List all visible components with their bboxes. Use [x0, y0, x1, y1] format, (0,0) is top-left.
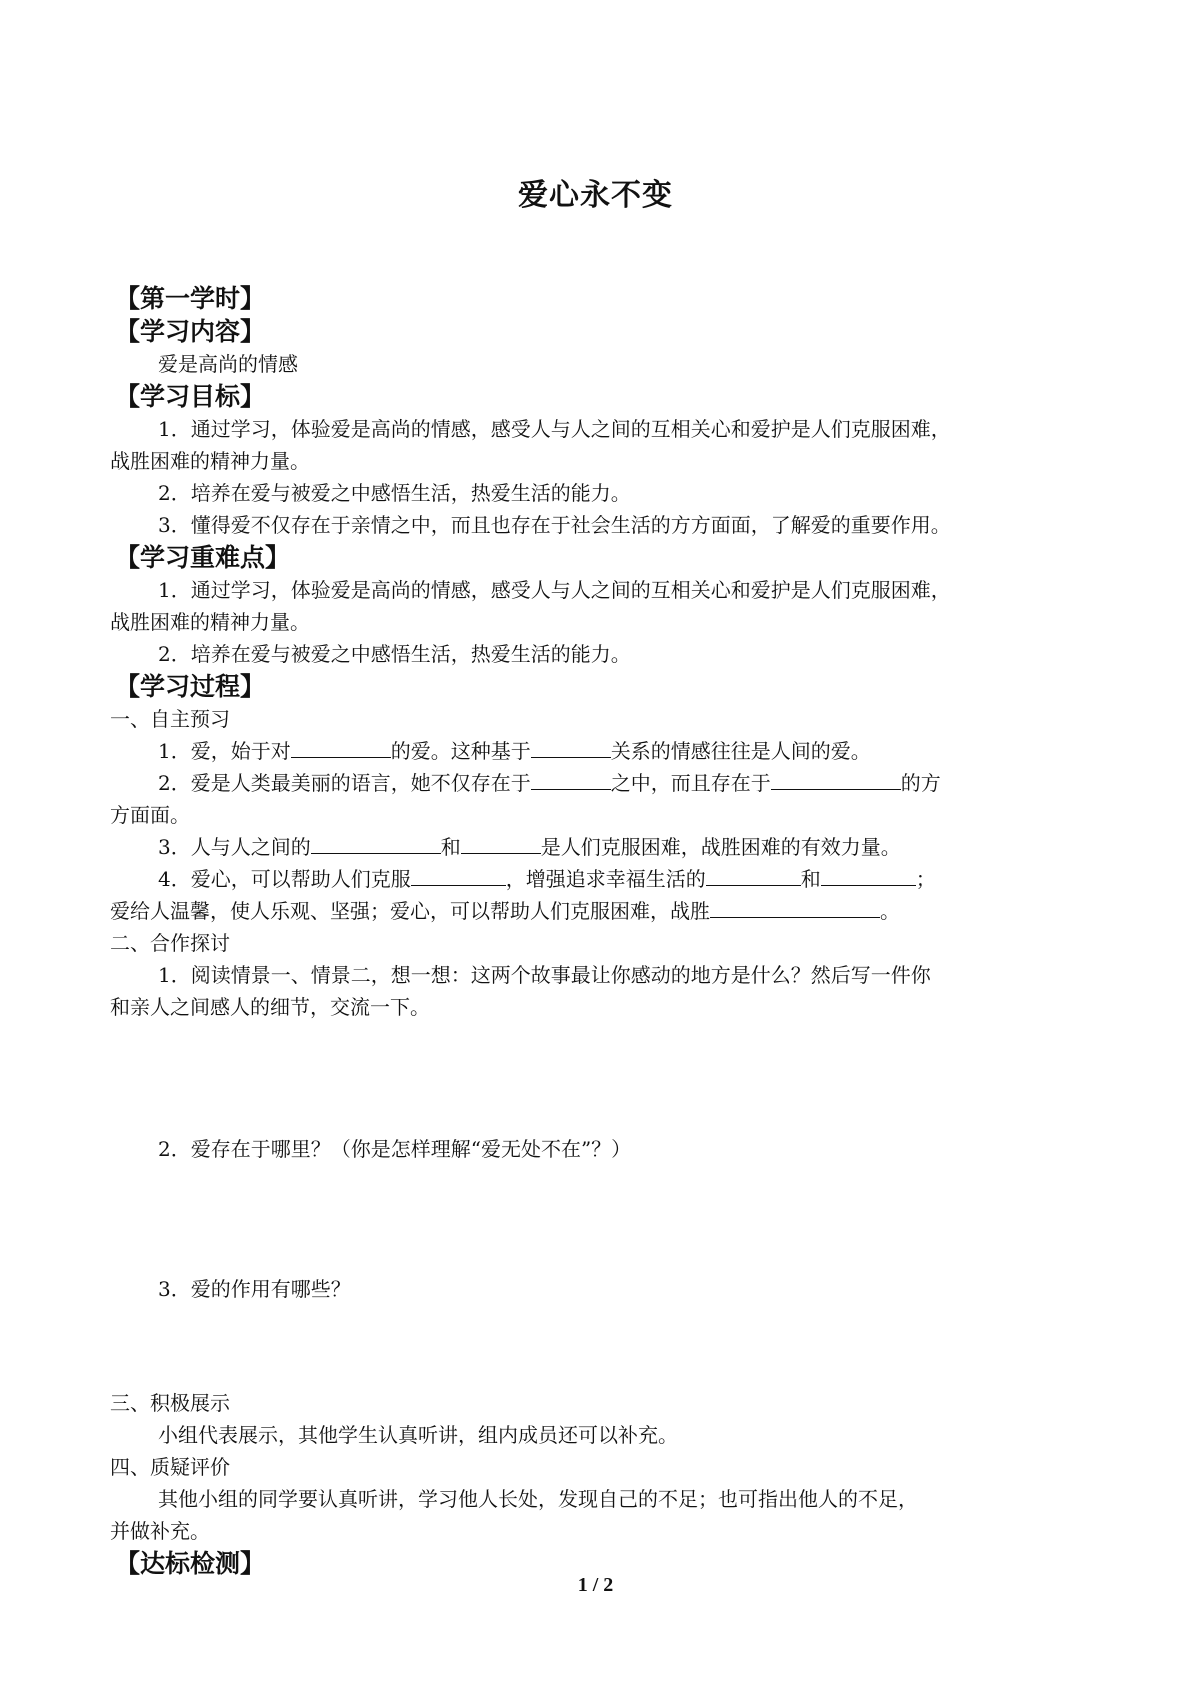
heading-assessment: 【达标检测】	[115, 1549, 266, 1578]
key-point-2: 2．培养在爱与被爱之中感悟生活，热爱生活的能力。	[158, 642, 631, 666]
fill-question-4-part-e: 爱给人温馨，使人乐观、坚强；爱心，可以帮助人们克服困难，战胜	[110, 899, 710, 923]
fill-question-2	[110, 767, 1105, 799]
answer-blank[interactable]	[821, 863, 916, 886]
page-title: 爱心永不变	[518, 178, 673, 213]
fill-question-2-part-b: 之中，而且存在于	[610, 771, 771, 795]
fill-question-4-part-d: ；	[915, 867, 936, 891]
heading-learning-process: 【学习过程】	[115, 672, 266, 701]
fill-question-3-part-c: 是人们克服困难，战胜困难的有效力量。	[540, 835, 901, 859]
fill-question-4-continued	[110, 895, 1105, 927]
heading-learning-goals: 【学习目标】	[115, 382, 266, 411]
heading-learning-content: 【学习内容】	[115, 317, 266, 346]
answer-blank[interactable]	[531, 767, 611, 790]
discussion-question-3: 3．爱的作用有哪些？	[158, 1277, 351, 1301]
answer-blank[interactable]	[461, 831, 541, 854]
answer-space	[110, 1165, 1105, 1273]
discussion-question-1-line-1: 1．阅读情景一、情景二，想一想：这两个故事最让你感动的地方是什么？然后写一件你	[158, 963, 931, 987]
fill-question-3-part-b: 和	[440, 835, 461, 859]
fill-question-1-part-c: 关系的情感往往是人间的爱。	[610, 739, 871, 763]
section-evaluation-title: 四、质疑评价	[110, 1455, 230, 1479]
fill-question-1-part-a: 1．爱，始于对	[158, 739, 291, 763]
answer-blank[interactable]	[706, 863, 801, 886]
page-number: 1 / 2	[577, 1574, 614, 1596]
fill-question-1-part-b: 的爱。这种基于	[390, 739, 531, 763]
evaluation-text-line-1: 其他小组的同学要认真听讲，学习他人长处，发现自己的不足；也可指出他人的不足，	[158, 1487, 918, 1511]
goal-1-line-2: 战胜困难的精神力量。	[110, 449, 310, 473]
fill-question-4	[110, 863, 1105, 895]
fill-question-4-part-a: 4．爱心，可以帮助人们克服	[158, 867, 411, 891]
answer-blank[interactable]	[710, 895, 880, 918]
section-presentation-title: 三、积极展示	[110, 1391, 230, 1415]
goal-2: 2．培养在爱与被爱之中感悟生活，热爱生活的能力。	[158, 481, 631, 505]
fill-question-1	[110, 735, 1105, 767]
document-body	[110, 282, 1105, 1580]
heading-key-points: 【学习重难点】	[115, 543, 291, 572]
fill-question-4-part-c: 和	[800, 867, 821, 891]
fill-question-4-part-f: 。	[880, 899, 900, 923]
answer-blank[interactable]	[291, 735, 391, 758]
fill-question-2-continued: 方面面。	[110, 803, 190, 827]
fill-question-4-part-b: ，增强追求幸福生活的	[505, 867, 706, 891]
fill-question-2-part-a: 2．爱是人类最美丽的语言，她不仅存在于	[158, 771, 531, 795]
section-self-study-title: 一、自主预习	[110, 707, 230, 731]
answer-blank[interactable]	[411, 863, 506, 886]
presentation-text: 小组代表展示，其他学生认真听讲，组内成员还可以补充。	[158, 1423, 678, 1447]
answer-space	[110, 1305, 1105, 1387]
heading-first-period: 【第一学时】	[115, 284, 266, 313]
learning-content-text: 爱是高尚的情感	[158, 352, 298, 376]
discussion-question-2: 2．爱存在于哪里？（你是怎样理解“爱无处不在”？）	[158, 1137, 632, 1161]
fill-question-3	[110, 831, 1105, 863]
key-point-1-line-1: 1．通过学习，体验爱是高尚的情感，感受人与人之间的互相关心和爱护是人们克服困难，	[158, 578, 951, 602]
key-point-1-line-2: 战胜困难的精神力量。	[110, 610, 310, 634]
fill-question-3-part-a: 3．人与人之间的	[158, 835, 311, 859]
answer-space	[110, 1023, 1105, 1133]
evaluation-text-line-2: 并做补充。	[110, 1519, 210, 1543]
answer-blank[interactable]	[531, 735, 611, 758]
fill-question-2-part-c: 的方	[900, 771, 941, 795]
goal-3: 3．懂得爱不仅存在于亲情之中，而且也存在于社会生活的方方面面，了解爱的重要作用。	[158, 513, 951, 537]
section-cooperation-title: 二、合作探讨	[110, 931, 230, 955]
goal-1-line-1: 1．通过学习，体验爱是高尚的情感，感受人与人之间的互相关心和爱护是人们克服困难，	[158, 417, 951, 441]
answer-blank[interactable]	[771, 767, 901, 790]
discussion-question-1-line-2: 和亲人之间感人的细节，交流一下。	[110, 995, 430, 1019]
answer-blank[interactable]	[311, 831, 441, 854]
